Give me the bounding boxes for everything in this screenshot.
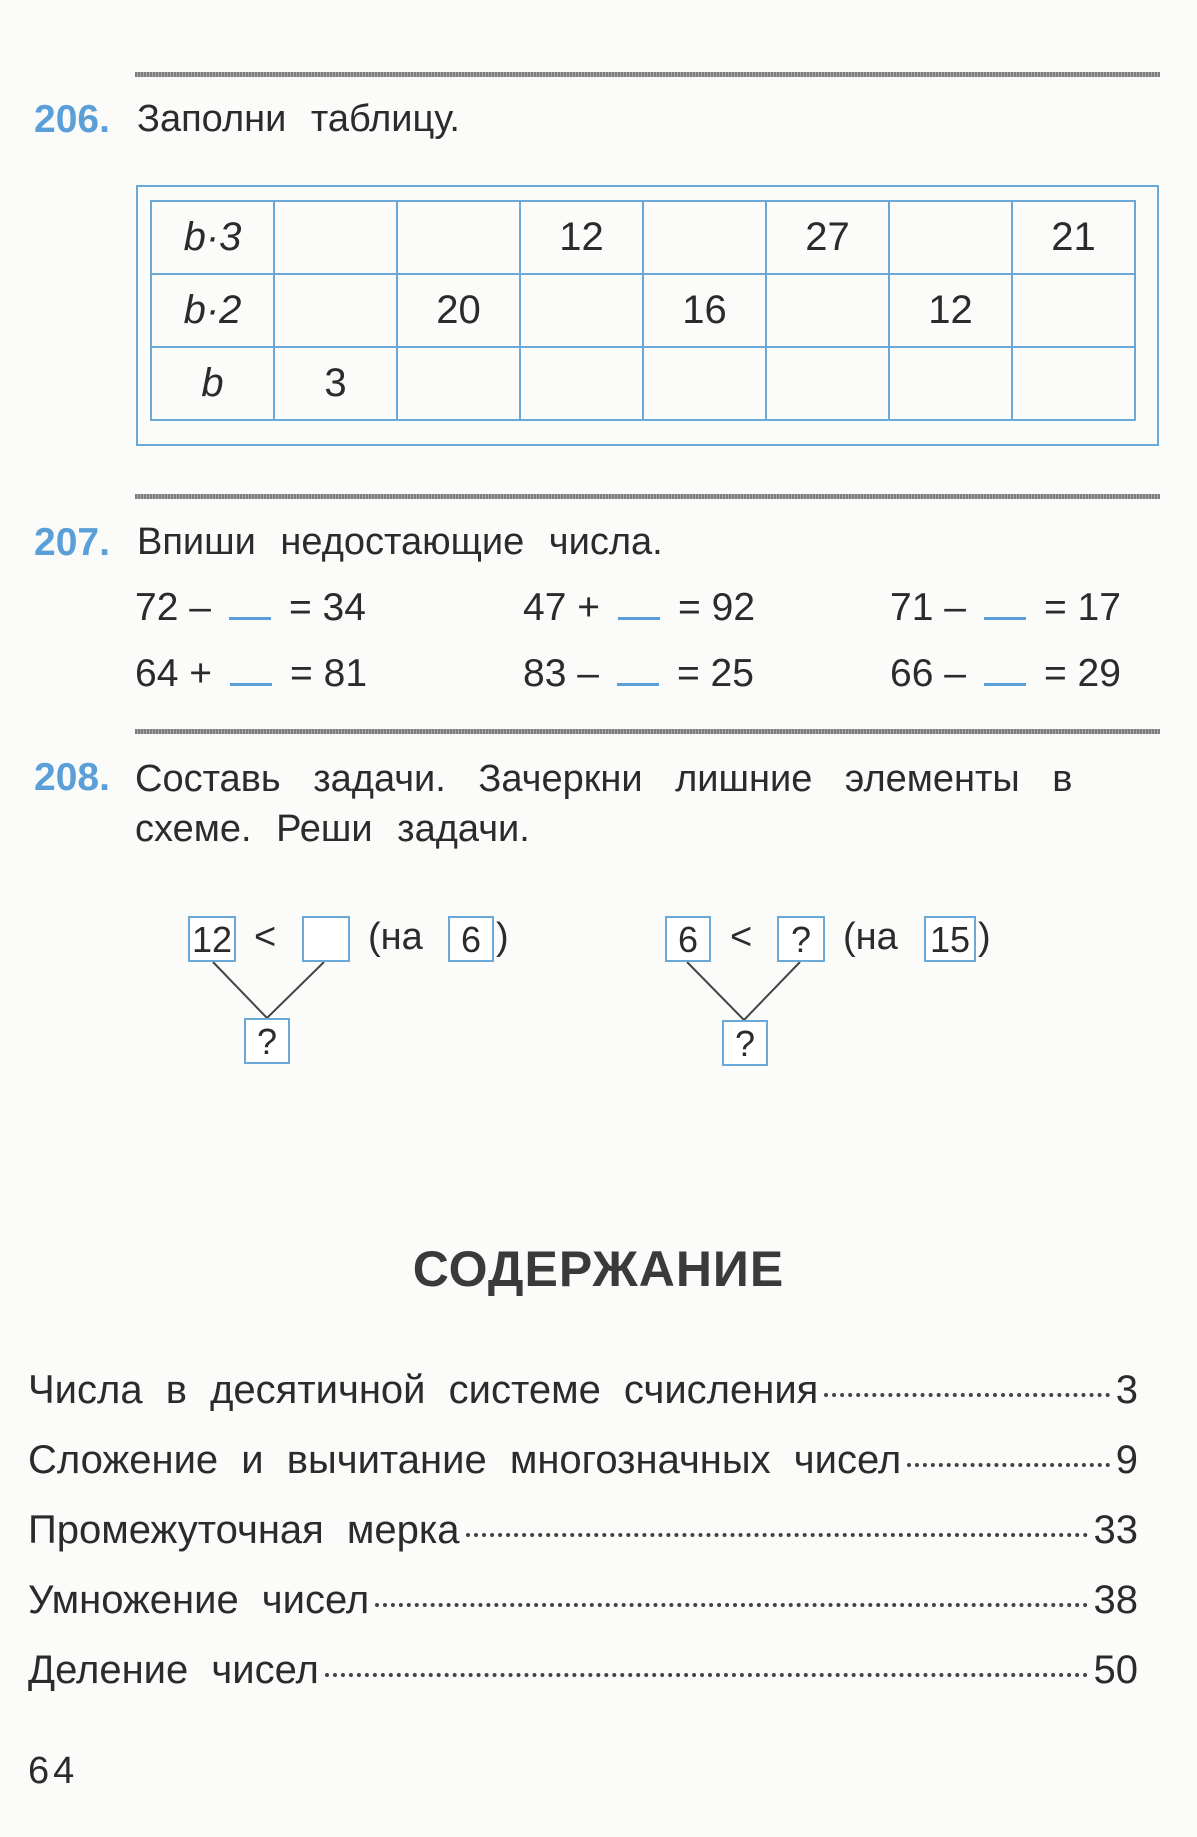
toc-item-page: 33 <box>1093 1508 1138 1552</box>
table-cell[interactable]: 27 <box>766 201 889 274</box>
equation-result: = 25 <box>676 652 754 695</box>
toc-item-label: Сложение и вычитание многозначных чисел <box>28 1438 902 1482</box>
toc-item-label: Умножение чисел <box>28 1578 370 1622</box>
toc-leader-dots <box>907 1463 1110 1467</box>
toc-item[interactable] <box>28 1438 1138 1483</box>
equation-operator: – <box>944 586 966 629</box>
toc-leader-dots <box>824 1393 1109 1397</box>
toc-item[interactable] <box>28 1508 1138 1553</box>
scheme-1-na-open: (на <box>368 916 423 958</box>
exercise-207-instruction: Впиши недостающие числа. <box>137 521 663 563</box>
scheme-1-diff-box: 6 <box>448 916 494 962</box>
scheme-2-sign: < <box>730 916 753 958</box>
equation-result: = 81 <box>290 652 368 695</box>
scheme-1-bottom-box: ? <box>244 1018 290 1064</box>
toc-item-label: Деление чисел <box>28 1648 319 1692</box>
equation-operand: 83 <box>523 652 567 695</box>
table-cell[interactable]: 12 <box>889 274 1012 347</box>
equation-operator: + <box>189 652 213 695</box>
row-header: b·2 <box>151 274 274 347</box>
equation-result: = 29 <box>1043 652 1121 695</box>
scheme-2-right-box: ? <box>777 916 825 962</box>
equation-operator: + <box>577 586 601 629</box>
row-header: b·3 <box>151 201 274 274</box>
equation-operand: 64 <box>135 652 179 695</box>
scheme-1-sign: < <box>254 916 277 958</box>
exercise-206-instruction: Заполни таблицу. <box>137 98 460 140</box>
table-cell[interactable]: 3 <box>274 347 397 420</box>
toc-item[interactable] <box>28 1648 1138 1693</box>
toc-item-label: Числа в десятичной системе счисления <box>28 1368 819 1412</box>
scheme-2-left-box: 6 <box>665 916 711 962</box>
equation-result: = 17 <box>1043 586 1121 629</box>
scheme-2-bottom-box: ? <box>722 1020 768 1066</box>
scheme-2-na-close: ) <box>978 916 991 958</box>
table-cell[interactable]: 21 <box>1012 201 1135 274</box>
equation-operator: – <box>944 652 966 695</box>
scheme-1-na-close: ) <box>496 916 509 958</box>
toc-item-page: 9 <box>1115 1438 1138 1482</box>
equation-operand: 72 <box>135 586 179 629</box>
row-header: b <box>151 347 274 420</box>
scheme-2-na-open: (на <box>843 916 898 958</box>
toc-item-page: 38 <box>1093 1578 1138 1622</box>
exercise-206-number: 206. <box>34 98 110 141</box>
equation-operator: – <box>189 586 211 629</box>
exercise-207-number: 207. <box>34 521 110 564</box>
equation-operand: 66 <box>890 652 934 695</box>
equation-result: = 92 <box>678 586 756 629</box>
toc-item-page: 50 <box>1093 1648 1138 1692</box>
toc-item-page: 3 <box>1115 1368 1138 1412</box>
table-cell[interactable]: 16 <box>643 274 766 347</box>
exercise-208-instruction-line2: схеме. Реши задачи. <box>135 808 530 850</box>
equation-operand: 47 <box>523 586 567 629</box>
toc-item-label: Промежуточная мерка <box>28 1508 460 1552</box>
exercise-208-number: 208. <box>34 756 110 799</box>
page-number: 64 <box>28 1750 79 1792</box>
table-cell[interactable]: 20 <box>397 274 520 347</box>
toc-item[interactable] <box>28 1368 1138 1413</box>
scheme-1-right-box[interactable] <box>302 916 350 962</box>
equation-result: = 34 <box>288 586 366 629</box>
exercise-208-instruction-line1: Составь задачи. Зачеркни лишние элементы в <box>135 758 1073 800</box>
toc-leader-dots <box>375 1603 1087 1607</box>
scheme-2-diff-box: 15 <box>924 916 976 962</box>
scheme-1-left-box: 12 <box>188 916 236 962</box>
equation-operand: 71 <box>890 586 934 629</box>
toc-leader-dots <box>325 1673 1088 1677</box>
contents-title: СОДЕРЖАНИЕ <box>412 1241 785 1297</box>
toc-leader-dots <box>466 1533 1088 1537</box>
toc-item[interactable] <box>28 1578 1138 1623</box>
table-cell[interactable]: 12 <box>520 201 643 274</box>
equation-operator: – <box>577 652 599 695</box>
